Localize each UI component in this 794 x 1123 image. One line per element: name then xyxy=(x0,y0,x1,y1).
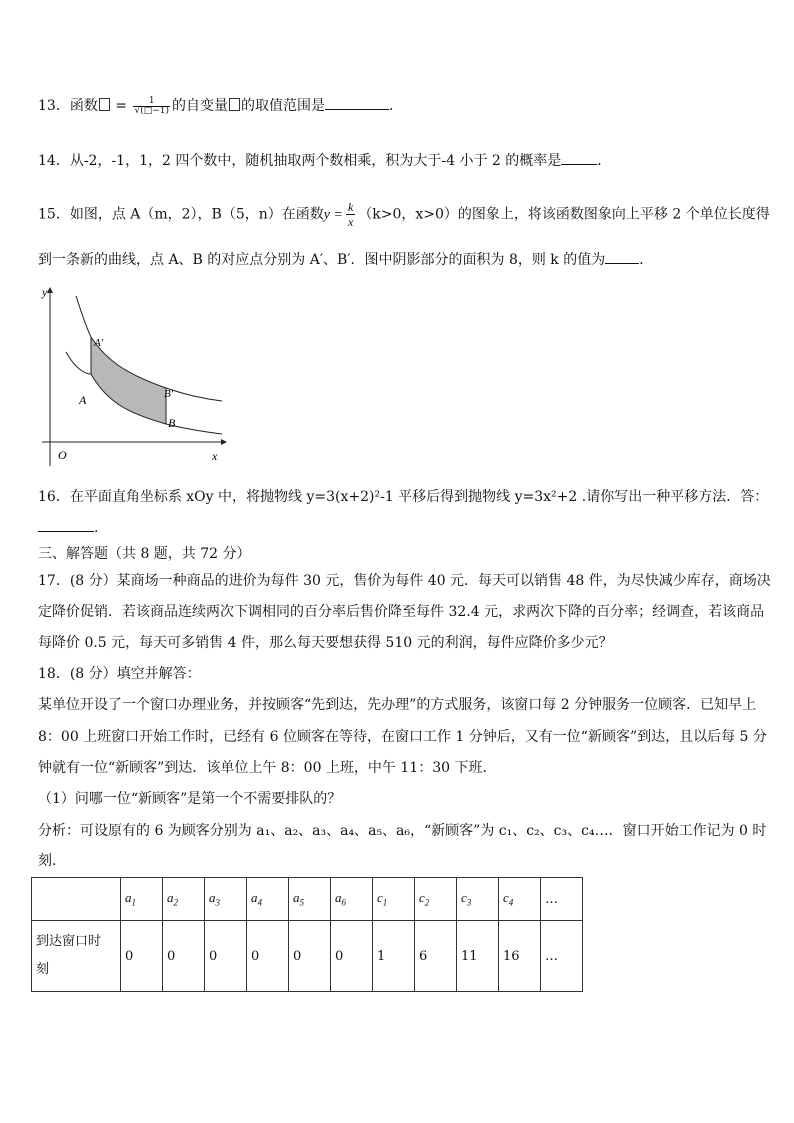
question-18-p3: 钟就有一位“新顾客”到达．该单位上午 8：00 上班，中午 11：30 下班． xyxy=(38,760,497,776)
q13-eq: = xyxy=(110,98,132,114)
question-18-sub1: （1）问哪一位“新顾客”是第一个不需要排队的？ xyxy=(38,791,342,807)
q15-fraction xyxy=(346,200,355,229)
question-18-title: 18．(8 分）填空并解答： xyxy=(38,666,201,682)
table-row xyxy=(32,921,583,992)
answer-blank[interactable] xyxy=(561,150,597,165)
question-18-p1: 某单位开设了一个窗口办理业务，并按顾客“先到达，先办理”的方式服务，该窗口每 2 分钟服务一位顾客．已知早上 xyxy=(38,697,757,713)
question-16-line2 xyxy=(38,517,98,538)
row-label-line2: 刻 xyxy=(36,962,50,977)
table-header-cell: $c_1$ xyxy=(373,878,415,921)
shaded-region xyxy=(91,337,166,424)
q15-frac-den: x xyxy=(347,215,354,229)
q15-frac-num: k xyxy=(347,200,354,214)
x-axis-label: x xyxy=(212,449,218,463)
point-a-label: A xyxy=(79,393,87,407)
table-header-cell: $a_6$ xyxy=(331,878,373,921)
table-cell: 0 xyxy=(163,921,205,992)
q16-end: . xyxy=(94,520,99,536)
y-axis-label: y xyxy=(42,285,48,299)
question-14 xyxy=(38,150,611,171)
question-17-line2: 定降价促销．若该商品连续两次下调相同的百分率后售价降至每件 32.4 元，求两次下降的百分率；经调查，若该商品 xyxy=(38,604,765,620)
table-cell: 11 xyxy=(457,921,499,992)
question-15-line2 xyxy=(38,249,653,270)
table-cell: 16 xyxy=(499,921,541,992)
q14-end: ． xyxy=(597,153,612,169)
q15-line1-a: 15．如图，点 A（m，2），B（5，n）在函数 xyxy=(38,206,324,223)
variable-box xyxy=(99,98,110,111)
q13-mid: 的自变量 xyxy=(172,98,228,114)
question-18-analysis: 分析：可设原有的 6 为顾客分别为 a₁、a₂、a₃、a₄、a₅、a₆，“新顾客”为 c₁、c₂、c₃、c₄…．窗口开始工作记为 0 时 xyxy=(38,823,767,839)
q13-prefix: 13．函数 xyxy=(38,98,98,114)
section-3-heading: 三、解答题（共 8 题，共 72 分） xyxy=(38,546,251,562)
point-b-label: B xyxy=(168,416,176,430)
q15-line1-b: （k>0，x>0）的图象上，将该函数图象向上平移 2 个单位长度得 xyxy=(358,206,770,223)
q13-suffix: 的取值范围是 xyxy=(241,98,325,114)
table-header-cell: $a_5$ xyxy=(289,878,331,921)
table-header-cell: $c_4$ xyxy=(499,878,541,921)
variable-box xyxy=(229,98,240,111)
table-cell: … xyxy=(541,921,583,992)
table-header-cell: … xyxy=(541,878,583,921)
q13-end: ． xyxy=(389,98,403,114)
table-cell: 1 xyxy=(373,921,415,992)
table-header-cell: $a_3$ xyxy=(205,878,247,921)
question-16-line1 xyxy=(38,487,768,507)
q13-frac-num: 1 xyxy=(133,97,170,107)
table-cell: 0 xyxy=(331,921,373,992)
table-header-row xyxy=(32,878,583,921)
question-18-analysis-end: 刻． xyxy=(38,853,66,869)
point-a-prime-label: A′ xyxy=(94,337,104,349)
answer-blank[interactable] xyxy=(325,95,389,110)
table-cell: 0 xyxy=(289,921,331,992)
table-header-cell: $c_2$ xyxy=(415,878,457,921)
answer-blank[interactable] xyxy=(38,517,94,532)
question-18-p2: 8：00 上班窗口开始工作时，已经有 6 位顾客在等待，在窗口工作 1 分钟后，又有一位“新顾客”到达，且以后每 5 分 xyxy=(38,729,767,745)
row-label xyxy=(32,921,121,992)
table-corner-cell xyxy=(32,878,121,921)
table-header-cell: $a_1$ xyxy=(121,878,163,921)
table-cell: 0 xyxy=(205,921,247,992)
q13-frac-den: √(□−1) xyxy=(134,105,169,116)
table-cell: 0 xyxy=(121,921,163,992)
q13-fraction xyxy=(133,97,170,116)
point-b-prime-label: B′ xyxy=(164,388,174,400)
table-header-cell: $a_4$ xyxy=(247,878,289,921)
row-label-line1: 到达窗口时 xyxy=(36,934,102,949)
q15-line2: 到一条新的曲线，点 A、B 的对应点分别为 A′、B′．图中阴影部分的面积为 8，则 k 的值为 xyxy=(38,252,606,268)
q15-end: ． xyxy=(639,252,654,268)
origin-label: O xyxy=(58,448,67,462)
function-graph-figure xyxy=(36,282,236,468)
table-header-cell: $a_2$ xyxy=(163,878,205,921)
answer-blank[interactable] xyxy=(605,249,639,264)
question-17-line1: 17．(8 分）某商场一种商品的进价为每件 30 元，售价为每件 40 元．每天可以销售 48 件，为尽快减少库存，商场决 xyxy=(38,573,771,589)
question-13 xyxy=(38,95,403,116)
q14-text: 14．从-2，-1，1，2 四个数中，随机抽取两个数相乘，积为大于-4 小于 2 的概率是 xyxy=(38,153,562,169)
table-cell: 0 xyxy=(247,921,289,992)
question-17-line3: 每降价 0.5 元，每天可多销售 4 件，那么每天要想获得 510 元的利润，每件应降价多少元？ xyxy=(38,635,613,651)
q15-y-eq: y = xyxy=(323,207,343,223)
q16-line1: 16．在平面直角坐标系 xOy 中，将抛物线 y=3(x+2)²-1 平移后得到抛物线 y=3x²+2 .请你写出一种平移方法．答： xyxy=(38,489,769,505)
arrival-time-table xyxy=(31,877,583,992)
table-cell: 6 xyxy=(415,921,457,992)
table-header-cell: $c_3$ xyxy=(457,878,499,921)
question-15-line1 xyxy=(38,200,770,229)
